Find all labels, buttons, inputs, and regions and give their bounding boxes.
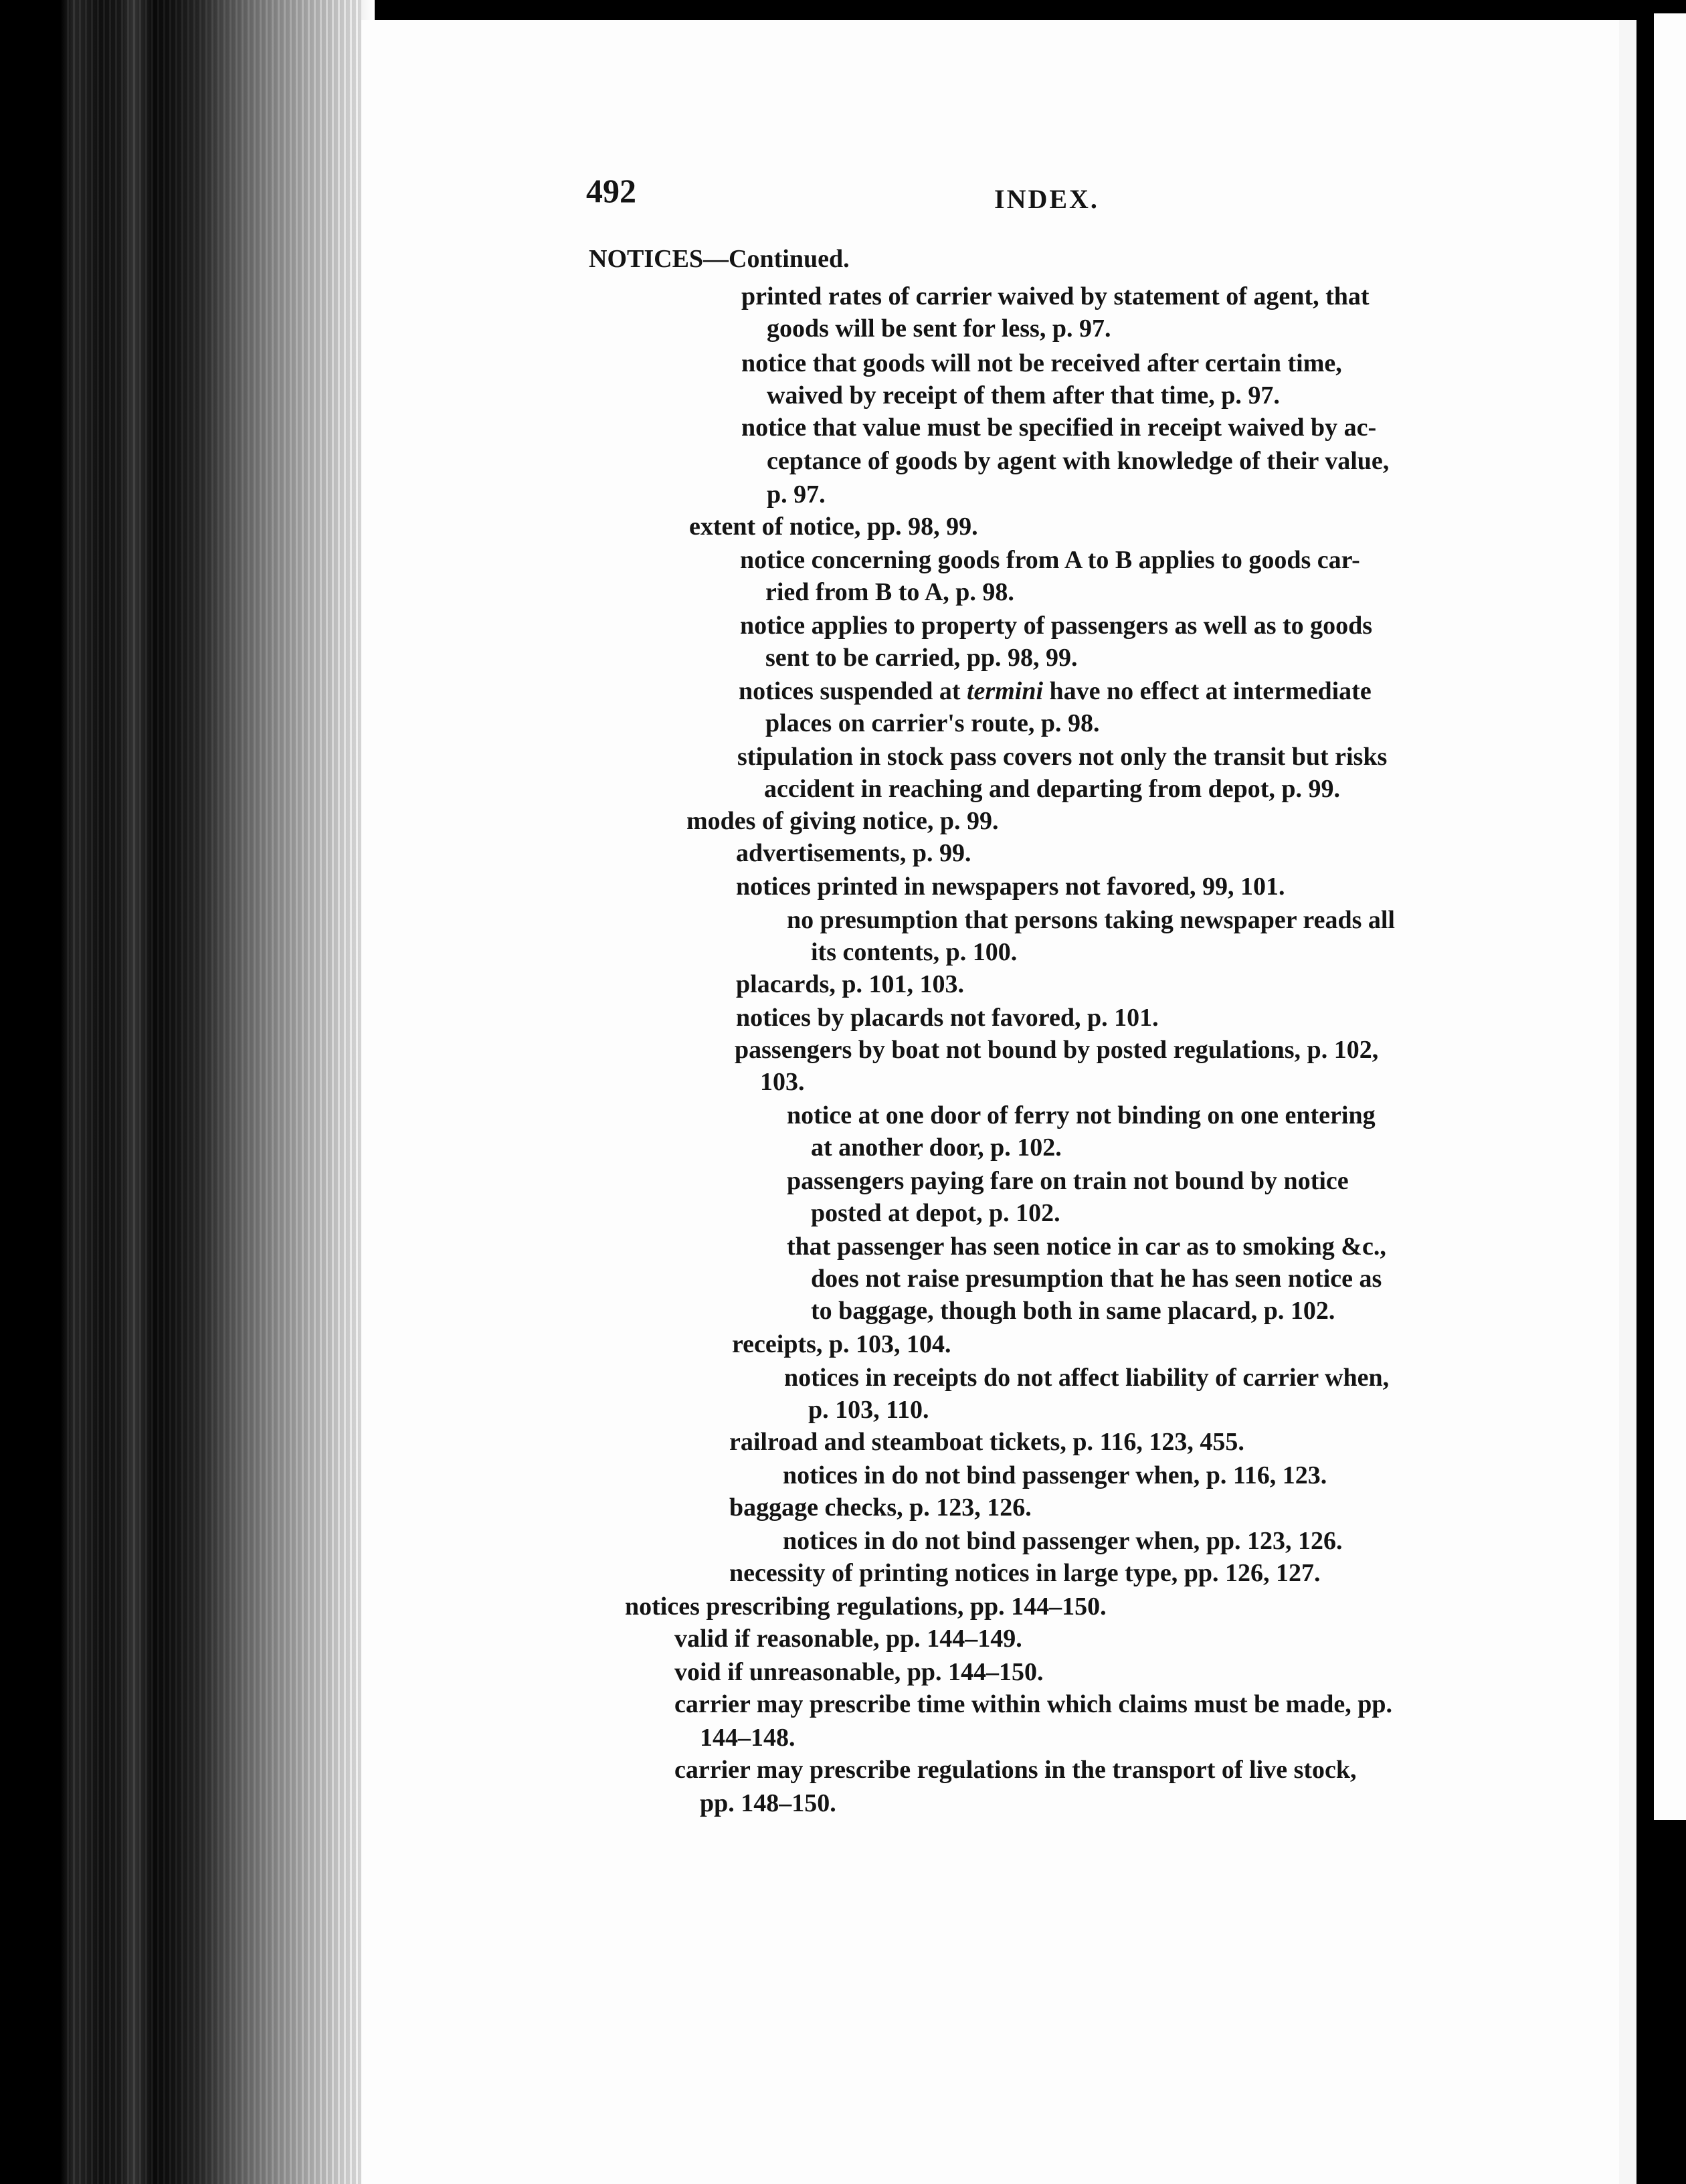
index-line: notices printed in newspapers not favored, 99, 101. bbox=[736, 873, 1285, 901]
index-line: carrier may prescribe time within which claims must be made, pp. bbox=[674, 1690, 1393, 1718]
index-line-part: notices suspended at bbox=[739, 677, 961, 705]
index-line: does not raise presumption that he has seen notice as bbox=[811, 1265, 1382, 1293]
index-line: no presumption that persons taking newspaper reads all bbox=[787, 906, 1395, 934]
italic-term: termini bbox=[967, 677, 1044, 705]
index-line: notice that goods will not be received after certain time, bbox=[741, 349, 1342, 377]
index-line: printed rates of carrier waived by statement of agent, that bbox=[741, 282, 1370, 310]
index-subheading: extent of notice, pp. 98, 99. bbox=[689, 513, 978, 541]
index-line: notices in receipts do not affect liability of carrier when, bbox=[784, 1364, 1390, 1392]
running-head: INDEX. bbox=[994, 184, 1099, 214]
index-line-part: have no effect at intermediate bbox=[1049, 677, 1372, 705]
index-heading: NOTICES—Continued. bbox=[589, 245, 850, 273]
index-line: passengers by boat not bound by posted regulations, p. 102, bbox=[735, 1036, 1379, 1064]
index-line: sent to be carried, pp. 98, 99. bbox=[765, 644, 1078, 672]
index-line: passengers paying fare on train not bound by notice bbox=[787, 1167, 1349, 1195]
index-line: receipts, p. 103, 104. bbox=[732, 1330, 951, 1358]
index-line: notices in do not bind passenger when, pp. 123, 126. bbox=[783, 1527, 1343, 1555]
index-line: necessity of printing notices in large type, pp. 126, 127. bbox=[729, 1559, 1321, 1587]
index-line: placards, p. 101, 103. bbox=[736, 970, 964, 998]
index-line: void if unreasonable, pp. 144–150. bbox=[674, 1658, 1044, 1686]
index-line: notice concerning goods from A to B applies to goods car- bbox=[740, 546, 1360, 574]
index-line: goods will be sent for less, p. 97. bbox=[767, 314, 1111, 343]
index-subheading: modes of giving notice, p. 99. bbox=[686, 807, 999, 835]
index-line: stipulation in stock pass covers not only the transit but risks bbox=[737, 743, 1388, 771]
index-line bbox=[739, 678, 1372, 704]
index-line: notices in do not bind passenger when, p. 116, 123. bbox=[783, 1461, 1327, 1489]
index-line: places on carrier's route, p. 98. bbox=[765, 709, 1100, 737]
index-line: baggage checks, p. 123, 126. bbox=[729, 1493, 1032, 1522]
index-line: p. 103, 110. bbox=[808, 1396, 929, 1424]
index-subheading: notices prescribing regulations, pp. 144–150. bbox=[625, 1592, 1107, 1621]
index-line: railroad and steamboat tickets, p. 116, 123, 455. bbox=[729, 1428, 1244, 1456]
index-line: 144–148. bbox=[700, 1724, 795, 1752]
index-line: carrier may prescribe regulations in the transport of live stock, bbox=[674, 1756, 1357, 1784]
index-line: notice at one door of ferry not binding on one entering bbox=[787, 1101, 1376, 1129]
index-line: notices by placards not favored, p. 101. bbox=[736, 1004, 1159, 1032]
index-line: that passenger has seen notice in car as to smoking &c., bbox=[787, 1233, 1386, 1261]
index-line: notice applies to property of passengers as well as to goods bbox=[740, 612, 1373, 640]
index-line: its contents, p. 100. bbox=[811, 938, 1018, 966]
index-line: at another door, p. 102. bbox=[811, 1133, 1062, 1162]
index-line: accident in reaching and departing from depot, p. 99. bbox=[764, 775, 1341, 803]
index-line: pp. 148–150. bbox=[700, 1789, 836, 1817]
index-line: valid if reasonable, pp. 144–149. bbox=[674, 1625, 1022, 1653]
index-line: waived by receipt of them after that time, p. 97. bbox=[767, 381, 1280, 410]
page-number: 492 bbox=[586, 172, 636, 209]
index-line: to baggage, though both in same placard, p. 102. bbox=[811, 1297, 1335, 1325]
index-line: ceptance of goods by agent with knowledge of their value, bbox=[767, 447, 1390, 475]
index-line: ried from B to A, p. 98. bbox=[765, 578, 1014, 606]
index-line: 103. bbox=[760, 1068, 805, 1096]
index-line: posted at depot, p. 102. bbox=[811, 1199, 1060, 1227]
index-line: notice that value must be specified in receipt waived by ac- bbox=[741, 414, 1377, 442]
index-line: advertisements, p. 99. bbox=[736, 839, 971, 867]
index-line: p. 97. bbox=[767, 480, 826, 509]
